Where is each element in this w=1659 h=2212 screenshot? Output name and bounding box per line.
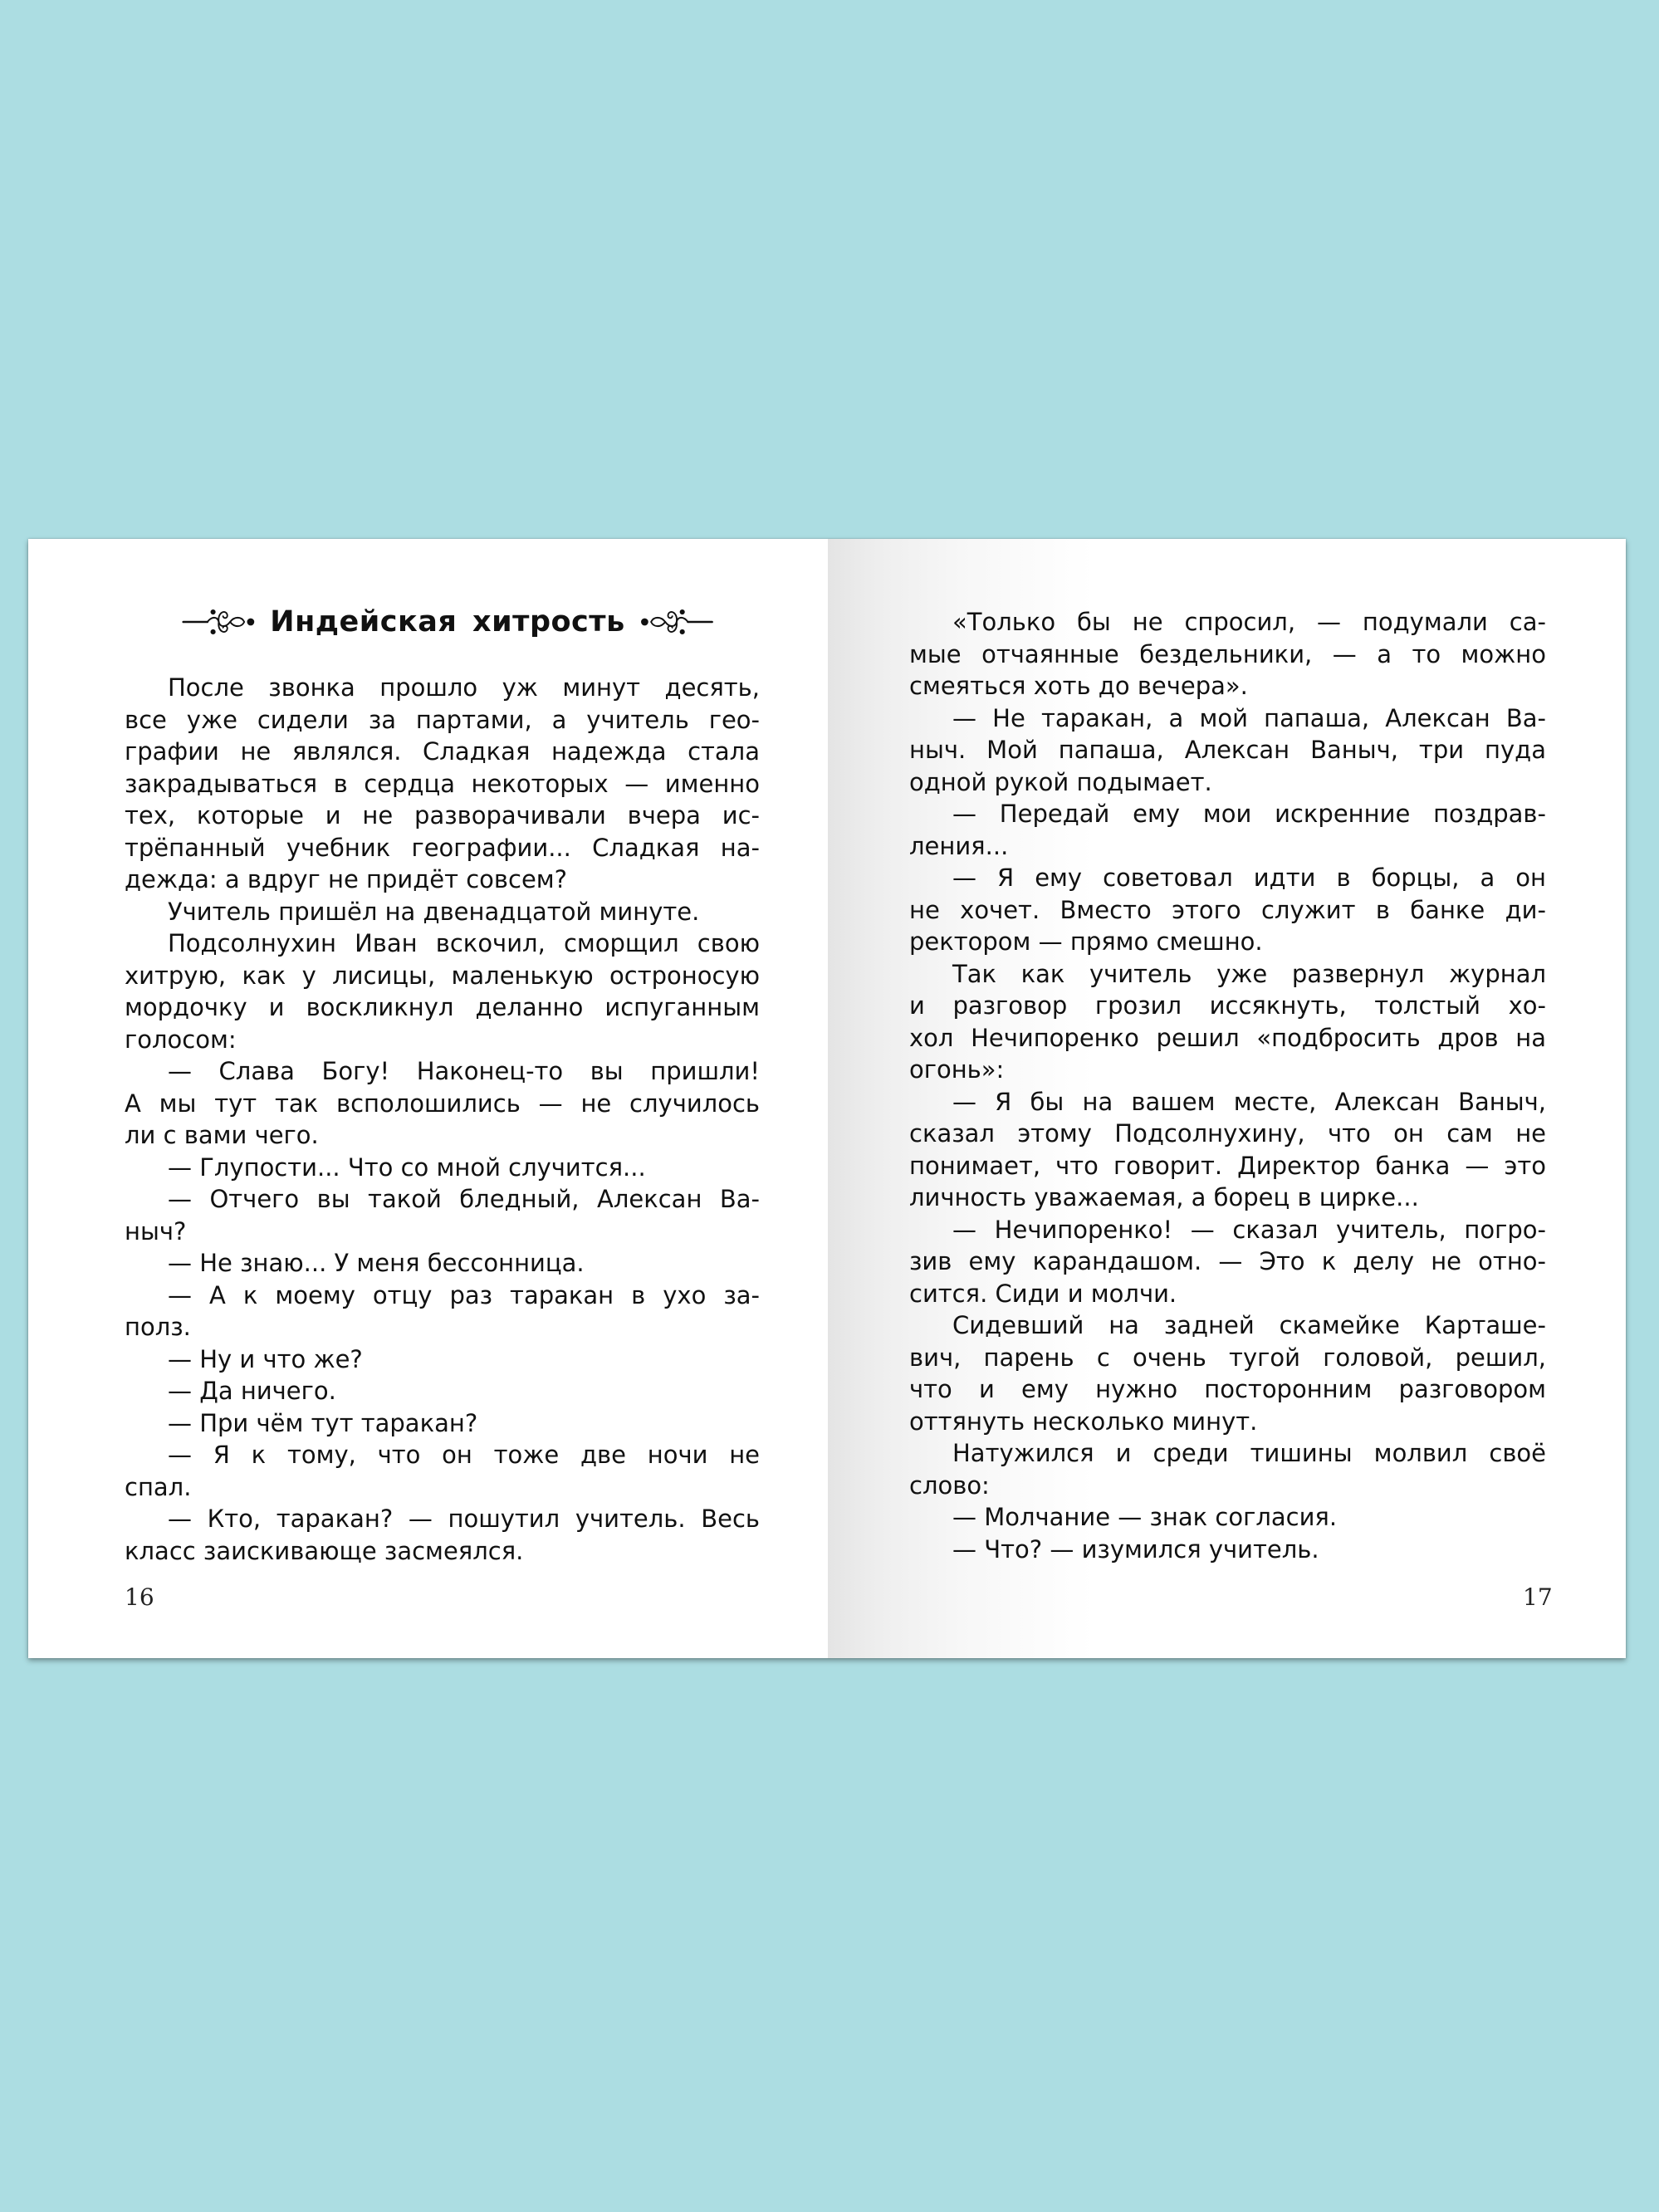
text-line: — Я к тому, что он тоже две ночи не — [168, 1441, 760, 1469]
text-line: А мы тут так всполошились — не случилось — [125, 1089, 760, 1118]
page-number-right: 17 — [1523, 1583, 1553, 1611]
text-line: — А к моему отцу раз таракан в ухо за- — [168, 1280, 760, 1309]
text-line: личность уважаемая, а борец в цирке... — [909, 1183, 1419, 1211]
text-line: все уже сидели за партами, а учитель гео- — [125, 705, 760, 734]
text-line: Учитель пришёл на двенадцатой минуте. — [168, 897, 700, 926]
text-line: сказал этому Подсолнухину, что он сам не — [909, 1119, 1546, 1148]
text-line: хол Нечипоренко решил «подбросить дров на — [909, 1023, 1546, 1052]
right-page — [828, 539, 1626, 1658]
text-line: класс заискивающе засмеялся. — [125, 1536, 524, 1565]
text-line: После звонка прошло уж минут десять, — [168, 673, 760, 702]
text-line: оттянуть несколько минут. — [909, 1407, 1258, 1436]
text-line: и разговор грозил иссякнуть, толстый хо- — [909, 991, 1546, 1020]
page-number-left: 16 — [125, 1583, 154, 1611]
text-line: — Не знаю... У меня бессонница. — [168, 1249, 585, 1277]
text-line: — Ну и что же? — [168, 1344, 363, 1373]
text-line: сится. Сиди и молчи. — [909, 1279, 1177, 1308]
text-line: — Глупости... Что со мной случится... — [168, 1152, 646, 1182]
text-line: — Слава Богу! Наконец-то вы пришли! — [168, 1057, 760, 1085]
right-page-text — [909, 606, 1546, 1565]
text-line: одной рукой подымает. — [909, 767, 1212, 796]
text-line: Сидевший на задней скамейке Карташе- — [952, 1311, 1546, 1339]
text-line: — Я бы на вашем месте, Алексан Ваныч, — [952, 1087, 1546, 1116]
text-line: зив ему карандашом. — Это к делу не отно- — [909, 1247, 1546, 1275]
text-line: слово: — [909, 1471, 990, 1500]
flourish-ornament-icon — [637, 599, 713, 645]
text-line: ныч. Мой папаша, Алексан Ваныч, три пуда — [909, 736, 1546, 764]
text-line: тех, которые и не разворачивали вчера ис- — [125, 801, 760, 830]
book-spread — [28, 539, 1626, 1658]
text-line: смеяться хоть до вечера». — [909, 672, 1248, 700]
text-line: мые отчаянные бездельники, — а то можно — [909, 639, 1546, 668]
text-line: Подсолнухин Иван вскочил, сморщил свою — [168, 929, 760, 957]
text-line: ректором — прямо смешно. — [909, 927, 1263, 956]
text-line: Натужился и среди тишины молвил своё — [952, 1439, 1546, 1467]
text-line: — Не таракан, а мой папаша, Алексан Ва- — [952, 703, 1546, 732]
text-line: хитрую, как у лисицы, маленькую остроносую — [125, 961, 760, 990]
text-line: Так как учитель уже развернул журнал — [952, 959, 1546, 988]
text-line: не хочет. Вместо этого служит в банке ди- — [909, 895, 1546, 924]
text-line: ныч? — [125, 1216, 187, 1245]
text-line: ли с вами чего. — [125, 1121, 319, 1149]
text-line: голосом: — [125, 1025, 237, 1054]
text-line: огонь»: — [909, 1055, 1005, 1084]
text-line: графии не являлся. Сладкая надежда стала — [125, 737, 760, 766]
text-line: — Нечипоренко! — сказал учитель, погро- — [952, 1215, 1546, 1244]
text-line: дежда: а вдруг не придёт совсем? — [125, 865, 568, 893]
text-line: вич, парень с очень тугой головой, решил, — [909, 1343, 1546, 1372]
text-line: — При чём тут таракан? — [168, 1408, 478, 1437]
text-line: — Кто, таракан? — пошутил учитель. Весь — [168, 1505, 760, 1533]
text-line: спал. — [125, 1472, 192, 1501]
text-line: полз. — [125, 1313, 191, 1341]
left-page — [28, 539, 828, 1658]
text-line: — Молчание — знак согласия. — [952, 1503, 1338, 1531]
text-line: — Передай ему мои искренние поздрав- — [952, 800, 1546, 828]
text-line: что и ему нужно посторонним разговором — [909, 1375, 1546, 1403]
left-page-text — [125, 672, 760, 1567]
text-line: ления... — [909, 831, 1009, 860]
text-line: — Я ему советовал идти в борцы, а он — [952, 864, 1546, 892]
text-line: понимает, что говорит. Директор банка — это — [909, 1151, 1546, 1180]
chapter-title: Индейская хитрость — [270, 605, 625, 639]
text-line: «Только бы не спросил, — подумали са- — [952, 608, 1546, 636]
text-line: — Отчего вы такой бледный, Алексан Ва- — [168, 1185, 760, 1213]
text-line: — Да ничего. — [168, 1377, 336, 1405]
chapter-heading — [182, 599, 713, 645]
text-line: трёпанный учебник географии... Сладкая на- — [125, 833, 760, 862]
text-line: — Что? — изумился учитель. — [952, 1534, 1319, 1564]
text-line: закрадываться в сердца некоторых — именно — [125, 769, 760, 798]
text-line: мордочку и воскликнул деланно испуганным — [125, 993, 760, 1021]
flourish-ornament-icon — [182, 599, 258, 645]
